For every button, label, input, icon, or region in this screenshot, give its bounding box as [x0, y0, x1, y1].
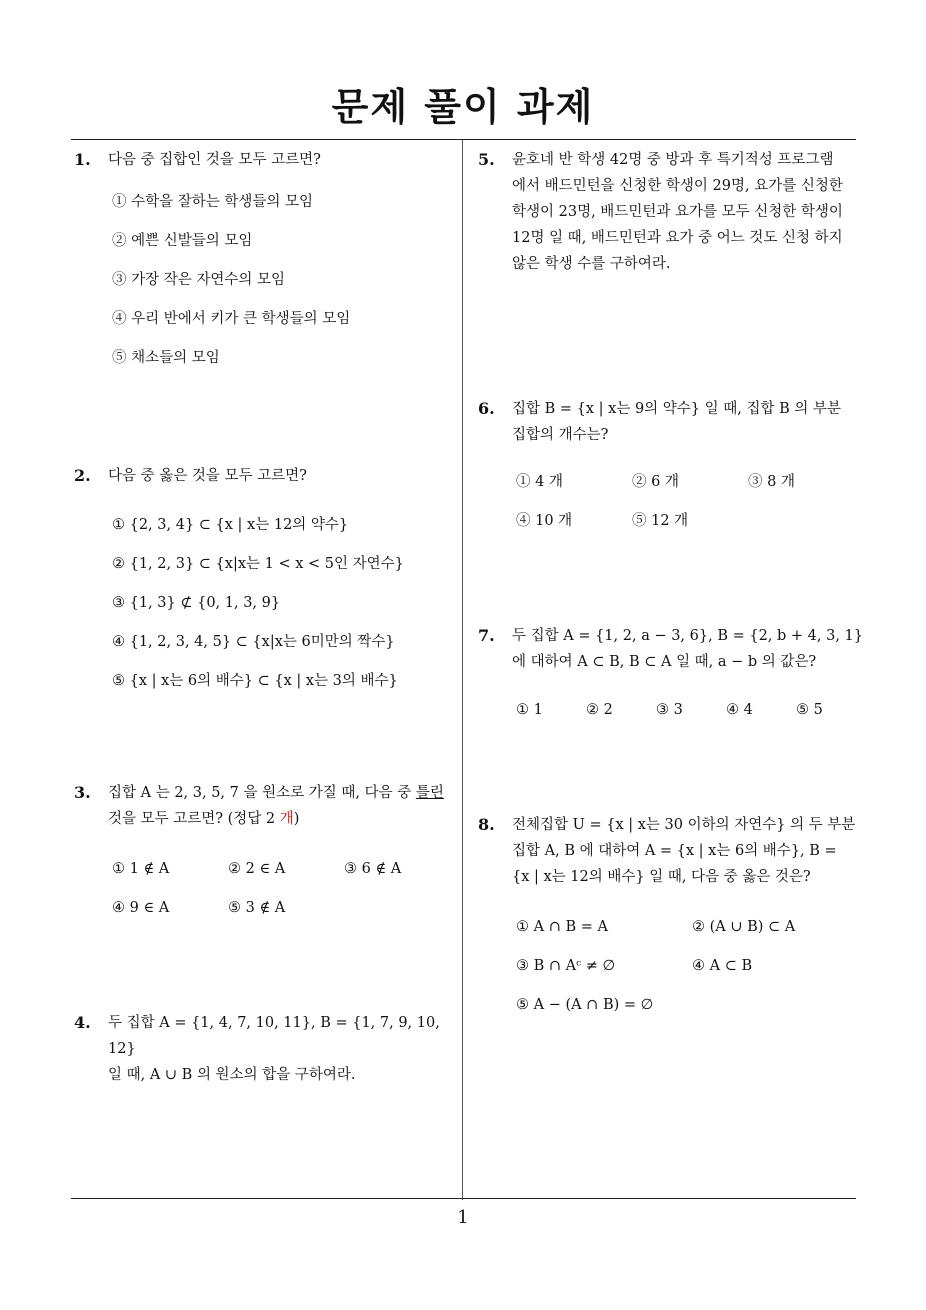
underlined-word: 틀린: [415, 785, 444, 801]
problem-number: 5.: [478, 150, 495, 169]
stem-line: 집합 A, B 에 대하여 A = {x | x는 6의 배수}, B =: [512, 843, 837, 859]
problem-4: [74, 1010, 459, 1088]
choice-1: ① 4 개: [516, 474, 563, 490]
choice-1: ① 1 ∉ A: [112, 861, 170, 877]
header-rule: [71, 139, 856, 140]
choice-2: ② 6 개: [632, 474, 679, 490]
choice-5: ⑤ 채소들의 모임: [112, 350, 220, 366]
stem-line: 에 대하여 A ⊂ B, B ⊂ A 일 때, a − b 의 값은?: [512, 654, 817, 670]
problem-8: [478, 812, 863, 1018]
choice-4: ④ A ⊂ B: [692, 958, 753, 974]
stem-text: ): [293, 811, 300, 827]
choice-5: ⑤ 12 개: [632, 513, 689, 529]
problem-6: [478, 396, 863, 534]
choice-4: ④ {1, 2, 3, 4, 5} ⊂ {x|x는 6미만의 짝수}: [112, 634, 395, 650]
stem-line: 전체집합 U = {x | x는 30 이하의 자연수} 의 두 부분: [512, 817, 856, 833]
choice-3: ③ B ∩ Aᶜ ≠ ∅: [516, 958, 616, 974]
choice-grid: [516, 469, 863, 534]
stem-line: {x | x는 12의 배수} 일 때, 다음 중 옳은 것은?: [512, 869, 811, 885]
problem-5: [478, 147, 863, 277]
choice-1: ① {2, 3, 4} ⊂ {x | x는 12의 약수}: [112, 517, 349, 533]
problem-number: 1.: [74, 150, 91, 169]
footer-rule: [71, 1198, 856, 1199]
problem-number: 6.: [478, 399, 495, 418]
choice-1: ① A ∩ B = A: [516, 919, 608, 935]
choice-2: ② {1, 2, 3} ⊂ {x|x는 1 < x < 5인 자연수}: [112, 556, 404, 572]
choice-list: [112, 512, 454, 707]
choice-3: ③ 3: [656, 702, 683, 718]
stem-text: 집합 A 는 2, 3, 5, 7 을 원소로 가질 때, 다음 중: [108, 785, 416, 801]
stem-line: 학생이 23명, 배드민턴과 요가를 모두 신청한 학생이: [512, 204, 843, 220]
choice-5: ⑤ 3 ∉ A: [228, 900, 286, 916]
problem-number: 2.: [74, 466, 91, 485]
choice-5: ⑤ {x | x는 6의 배수} ⊂ {x | x는 3의 배수}: [112, 673, 398, 689]
page-number: 1: [457, 1207, 469, 1228]
choice-5: ⑤ A − (A ∩ B) = ∅: [516, 997, 654, 1013]
choice-3: ③ {1, 3} ⊄ {0, 1, 3, 9}: [112, 595, 281, 611]
problem-stem: [108, 780, 459, 832]
choice-5: ⑤ 5: [796, 702, 823, 718]
problem-stem: [512, 396, 863, 448]
choice-3: ③ 6 ∉ A: [344, 861, 402, 877]
choice-3: ③ 8 개: [748, 474, 795, 490]
problem-stem: [512, 812, 863, 890]
problem-number: 7.: [478, 626, 495, 645]
choice-grid: [516, 697, 863, 723]
page-title: 문제 풀이 과제: [331, 85, 595, 129]
choice-2: ② 2: [586, 702, 613, 718]
problem-2: [74, 463, 454, 707]
answer-count-highlight: 개: [279, 811, 294, 827]
problem-stem: [108, 1010, 459, 1088]
choice-2: ② 예쁜 신발들의 모임: [112, 233, 253, 249]
choice-4: ④ 9 ∈ A: [112, 900, 170, 916]
choice-4: ④ 10 개: [516, 513, 573, 529]
choice-1: ① 1: [516, 702, 543, 718]
stem-line: 집합의 개수는?: [512, 427, 609, 443]
choice-list: [112, 189, 454, 384]
stem-line: 에서 배드민턴을 신청한 학생이 29명, 요가를 신청한: [512, 178, 843, 194]
stem-line: 일 때, A ∪ B 의 원소의 합을 구하여라.: [108, 1067, 356, 1083]
problem-number: 3.: [74, 783, 91, 802]
stem-line: 윤호네 반 학생 42명 중 방과 후 특기적성 프로그램: [512, 152, 834, 168]
problem-stem: [512, 147, 863, 277]
choice-grid: [516, 914, 863, 1018]
choice-2: ② (A ∪ B) ⊂ A: [692, 919, 796, 935]
stem-line: 집합 B = {x | x는 9의 약수} 일 때, 집합 B 의 부분: [512, 401, 841, 417]
stem-line: 12명 일 때, 배드민턴과 요가 중 어느 것도 신청 하지: [512, 230, 843, 246]
problem-number: 4.: [74, 1013, 91, 1032]
stem-line: 않은 학생 수를 구하여라.: [512, 256, 671, 272]
stem-line: 두 집합 A = {1, 4, 7, 10, 11}, B = {1, 7, 9, 10, 12}: [108, 1015, 440, 1057]
problem-stem: [512, 623, 863, 675]
choice-4: ④ 우리 반에서 키가 큰 학생들의 모임: [112, 311, 351, 327]
choice-grid: [112, 856, 459, 921]
column-divider: [462, 140, 463, 1200]
problem-3: [74, 780, 459, 921]
choice-4: ④ 4: [726, 702, 753, 718]
choice-1: ① 수학을 잘하는 학생들의 모임: [112, 194, 314, 210]
problem-7: [478, 623, 863, 723]
choice-3: ③ 가장 작은 자연수의 모임: [112, 272, 286, 288]
problem-number: 8.: [478, 815, 495, 834]
problem-1: [74, 147, 454, 384]
stem-text: 것을 모두 고르면? (정답 2: [108, 811, 280, 827]
problem-stem: 다음 중 옳은 것을 모두 고르면?: [108, 468, 307, 484]
stem-line: 두 집합 A = {1, 2, a − 3, 6}, B = {2, b + 4, 3, 1}: [512, 628, 863, 644]
choice-2: ② 2 ∈ A: [228, 861, 286, 877]
problem-stem: 다음 중 집합인 것을 모두 고르면?: [108, 152, 321, 168]
